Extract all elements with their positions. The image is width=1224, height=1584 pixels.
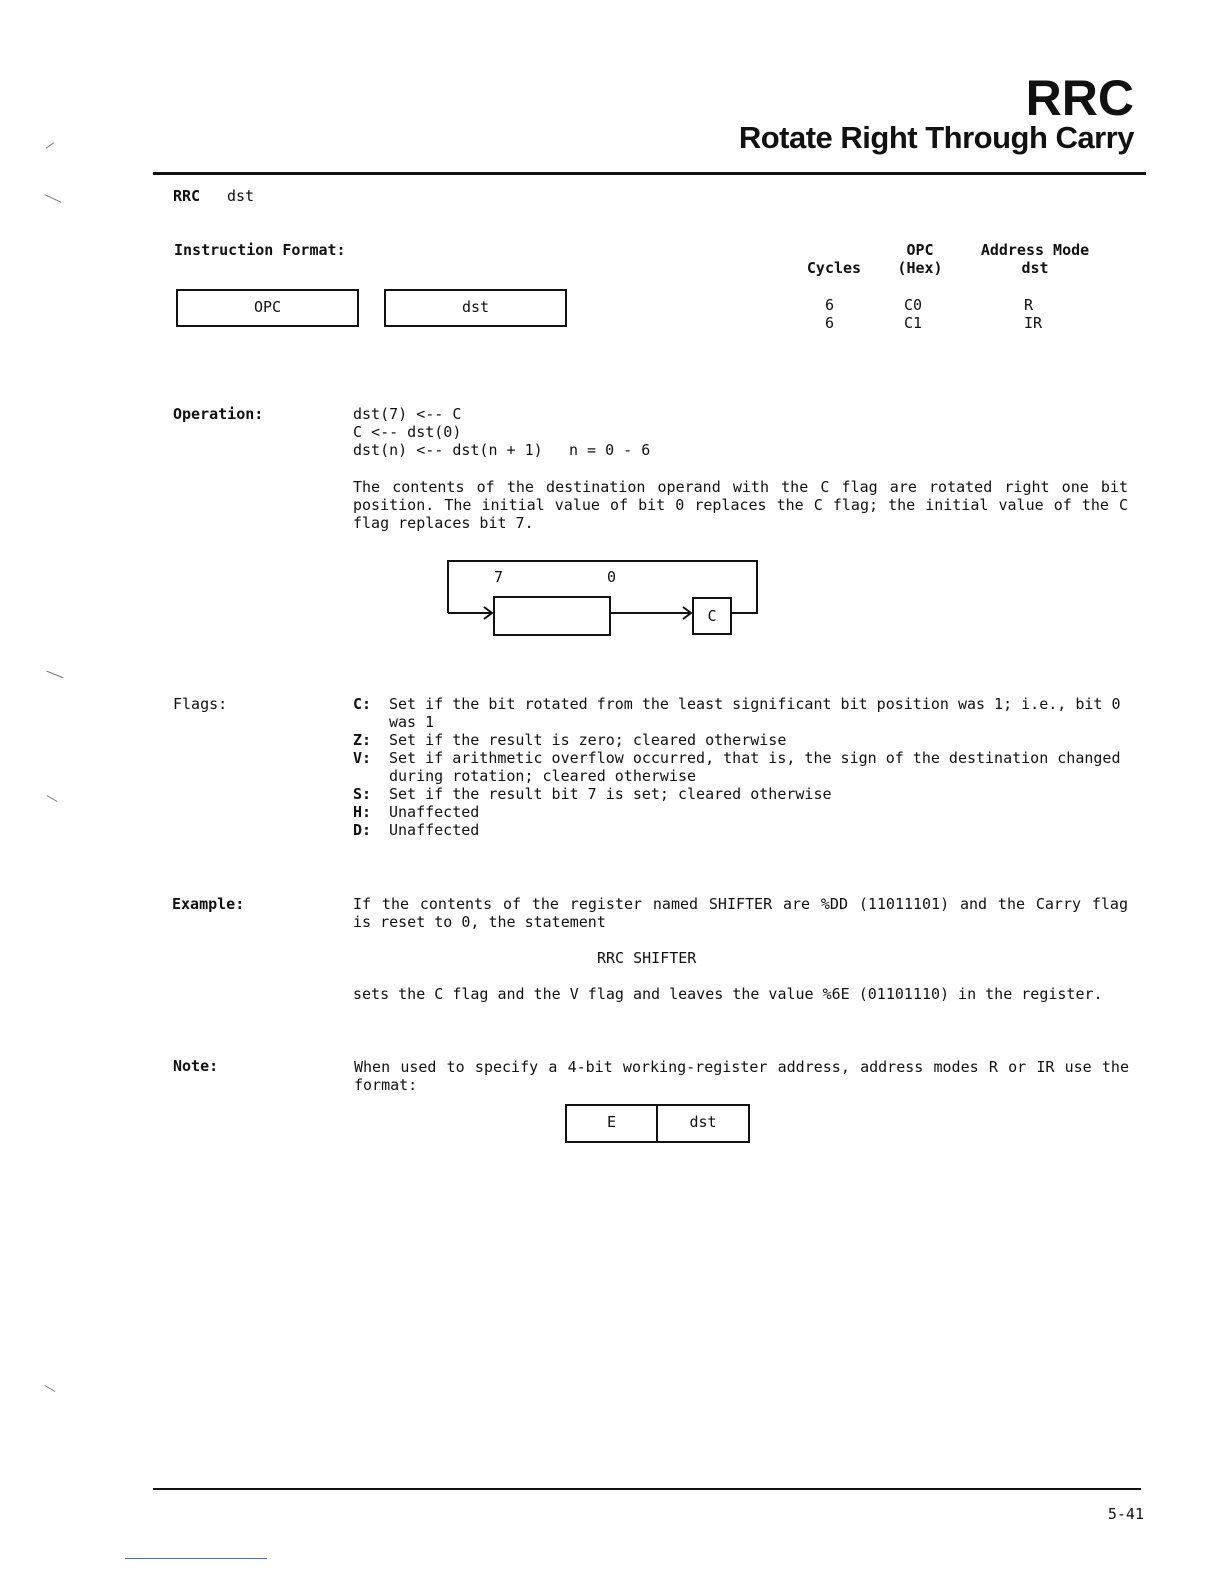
scan-mark	[46, 671, 63, 679]
operation-range: n = 0 - 6	[569, 441, 651, 459]
note-box-e: E	[565, 1104, 658, 1143]
flag-item-z	[353, 731, 1128, 749]
page-title-mnemonic: RRC	[1025, 70, 1134, 126]
scan-mark	[47, 795, 58, 802]
footer-rule	[153, 1488, 1141, 1490]
flag-key: H:	[353, 803, 372, 821]
flag-item-h	[353, 803, 1128, 821]
scan-mark	[46, 142, 55, 149]
scan-mark	[45, 194, 62, 203]
syntax-mnemonic: RRC	[173, 187, 201, 205]
note-box-dst: dst	[656, 1104, 750, 1143]
format-box-dst: dst	[384, 289, 567, 327]
header-rule	[153, 172, 1146, 175]
scan-mark	[45, 1385, 56, 1392]
note-text: When used to specify a 4-bit working-register address, address modes R or IR use the format:	[354, 1058, 1129, 1094]
example-statement: RRC SHIFTER	[597, 949, 697, 967]
flag-text: Unaffected	[389, 803, 480, 821]
flag-item-c	[353, 695, 1128, 731]
operation-description: The contents of the destination operand with the C flag are rotated right one bit position. The initial value of bit 0 replaces the C flag; the initial value of the C flag replaces bit 7.	[353, 478, 1128, 532]
rotate-diagram	[440, 555, 770, 645]
col-header-mode-2: dst	[1021, 259, 1049, 277]
blue-scan-line	[125, 1558, 267, 1559]
row-2-cycles: 6	[825, 314, 835, 332]
example-label: Example:	[172, 895, 245, 913]
flags-label: Flags:	[173, 695, 228, 713]
flag-key: Z:	[353, 731, 372, 749]
flag-key: V:	[353, 749, 372, 767]
carry-label: C	[707, 607, 717, 625]
operation-label: Operation:	[173, 405, 264, 423]
flag-text: Set if the result bit 7 is set; cleared otherwise	[389, 785, 832, 803]
flag-item-v	[353, 749, 1128, 785]
example-result: sets the C flag and the V flag and leaves the value %6E (01101110) in the register.	[353, 985, 1103, 1003]
flag-text: Set if the bit rotated from the least significant bit position was 1; i.e., bit 0 was 1	[389, 695, 1121, 731]
bit-low-label: 0	[607, 568, 617, 586]
flag-item-d	[353, 821, 1128, 839]
syntax-operand: dst	[227, 187, 255, 205]
register-box	[494, 597, 610, 635]
row-1-opc: C0	[904, 296, 923, 314]
page-title-name: Rotate Right Through Carry	[738, 120, 1134, 155]
flag-text: Set if the result is zero; cleared otherwise	[389, 731, 787, 749]
col-header-mode-1: Address Mode	[980, 241, 1090, 259]
row-2-opc: C1	[904, 314, 923, 332]
flag-key: S:	[353, 785, 372, 803]
row-1-mode: R	[1024, 296, 1034, 314]
flag-text: Set if arithmetic overflow occurred, that is, the sign of the destination changed during rotation; cleared otherwise	[389, 749, 1121, 785]
flags-list	[353, 695, 1128, 839]
instruction-format-label: Instruction Format:	[174, 241, 346, 259]
col-header-opc-2: (Hex)	[897, 259, 943, 277]
flag-text: Unaffected	[389, 821, 480, 839]
operation-line-1: dst(7) <-- C	[353, 405, 462, 423]
page-number: 5-41	[1107, 1505, 1144, 1523]
flag-item-s	[353, 785, 1128, 803]
format-box-opc: OPC	[176, 289, 359, 327]
example-intro: If the contents of the register named SHIFTER are %DD (11011101) and the Carry flag is reset to 0, the statement	[353, 895, 1128, 931]
operation-line-3: dst(n) <-- dst(n + 1)	[353, 441, 543, 459]
flag-key: C:	[353, 695, 372, 713]
bit-high-label: 7	[494, 568, 504, 586]
flag-key: D:	[353, 821, 372, 839]
row-1-cycles: 6	[825, 296, 835, 314]
operation-line-2: C <-- dst(0)	[353, 423, 462, 441]
note-label: Note:	[173, 1057, 219, 1075]
col-header-opc-1: OPC	[906, 241, 934, 259]
col-header-cycles: Cycles	[806, 259, 862, 277]
row-2-mode: IR	[1024, 314, 1043, 332]
